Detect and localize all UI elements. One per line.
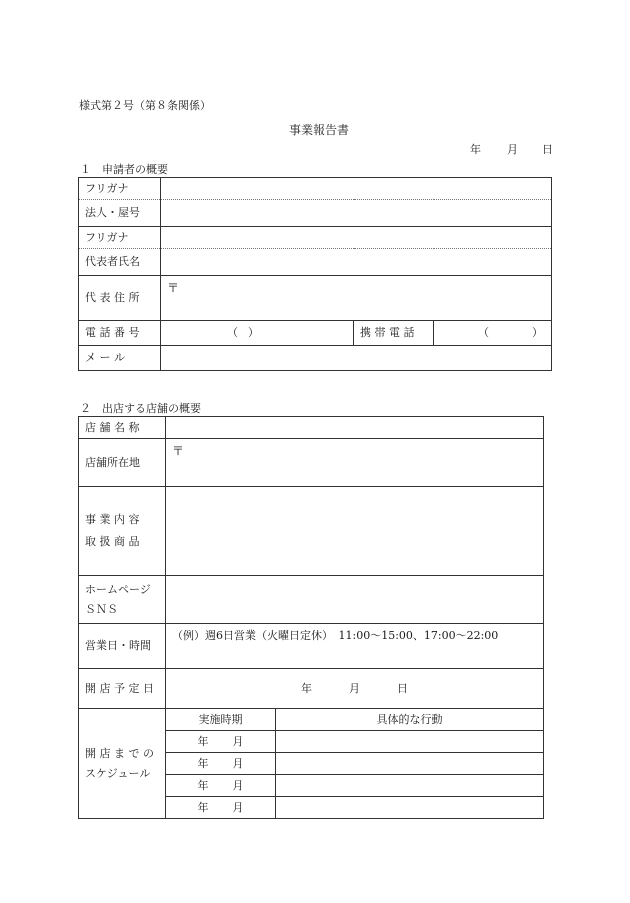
opening-date-field[interactable]: [166, 669, 544, 709]
schedule-year: 年: [197, 800, 209, 814]
opening-day: 日: [397, 681, 408, 695]
store-name-field[interactable]: [166, 417, 544, 439]
label-email: メ ー ル: [79, 346, 161, 371]
postal-mark: 〒: [172, 444, 185, 458]
schedule-col-period: 実施時期: [166, 709, 276, 731]
schedule-month: 月: [232, 800, 244, 814]
document-title: 事業報告書: [289, 123, 350, 137]
schedule-action-2[interactable]: [276, 753, 544, 775]
schedule-month: 月: [232, 734, 244, 748]
label-furigana-rep: フリガナ: [79, 227, 161, 249]
phone-field[interactable]: [161, 321, 354, 346]
label-business-content: [79, 487, 166, 576]
business-content-field[interactable]: [166, 487, 544, 576]
phone-paren-close: ）: [248, 326, 259, 340]
label-mobile: 携 帯 電 話: [354, 321, 434, 346]
business-label-line2: 取 扱 商 品: [85, 535, 140, 548]
phone-paren-open: （: [227, 326, 238, 340]
homepage-label-line2: ＳＮＳ: [85, 602, 118, 616]
corp-name-field[interactable]: [161, 200, 552, 227]
schedule-period-3[interactable]: [166, 775, 276, 797]
date-day: 日: [542, 143, 553, 156]
schedule-label-line2: スケジュール: [85, 766, 151, 780]
schedule-month: 月: [232, 778, 244, 792]
rep-address-field[interactable]: [161, 276, 552, 321]
schedule-period-4[interactable]: [166, 797, 276, 819]
hours-field[interactable]: [166, 624, 544, 669]
postal-mark: 〒: [167, 281, 180, 295]
form-number: 様式第２号（第８条関係）: [79, 99, 211, 112]
opening-month: 月: [349, 681, 360, 695]
furigana-rep-field[interactable]: [161, 227, 552, 249]
schedule-year: 年: [197, 778, 209, 792]
label-hours: 営業日・時間: [79, 624, 166, 669]
homepage-field[interactable]: [166, 576, 544, 624]
hours-example: （例）週6日営業（火曜日定休） 11:00～15:00、17:00～22:00: [172, 629, 499, 642]
date-year: 年: [470, 143, 481, 156]
schedule-period-1[interactable]: [166, 731, 276, 753]
store-table: [78, 416, 544, 819]
label-opening-date: 開 店 予 定 日: [79, 669, 166, 709]
schedule-year: 年: [197, 756, 209, 770]
section2-heading: ２ 出店する店舗の概要: [80, 402, 201, 415]
label-phone: 電 話 番 号: [79, 321, 161, 346]
applicant-table: [78, 177, 552, 371]
label-store-name: 店 舗 名 称: [79, 417, 166, 439]
label-rep-address: 代 表 住 所: [79, 276, 161, 321]
schedule-year: 年: [197, 734, 209, 748]
label-homepage: [79, 576, 166, 624]
schedule-action-1[interactable]: [276, 731, 544, 753]
opening-year: 年: [301, 681, 312, 695]
mobile-paren-open: （: [478, 326, 489, 340]
furigana-corp-field[interactable]: [161, 178, 552, 200]
mobile-paren-close: ）: [532, 326, 544, 340]
email-field[interactable]: [161, 346, 552, 371]
schedule-col-action: 具体的な行動: [276, 709, 544, 731]
section1-heading: １ 申請者の概要: [80, 163, 168, 176]
business-label-line1: 事 業 内 容: [85, 513, 140, 527]
label-schedule: [79, 709, 166, 819]
mobile-field[interactable]: [434, 321, 552, 346]
schedule-period-2[interactable]: [166, 753, 276, 775]
schedule-month: 月: [232, 756, 244, 770]
label-furigana-corp: フリガナ: [79, 178, 161, 200]
schedule-action-4[interactable]: [276, 797, 544, 819]
date-month: 月: [507, 143, 518, 156]
label-corp-name: 法人・屋号: [79, 200, 161, 227]
label-store-address: 店舗所在地: [79, 439, 166, 487]
store-address-field[interactable]: [166, 439, 544, 487]
label-rep-name: 代表者氏名: [79, 249, 161, 276]
homepage-label-line1: ホームページ: [85, 582, 151, 596]
schedule-label-line1: 開 店 ま で の: [85, 746, 154, 760]
schedule-action-3[interactable]: [276, 775, 544, 797]
rep-name-field[interactable]: [161, 249, 552, 276]
